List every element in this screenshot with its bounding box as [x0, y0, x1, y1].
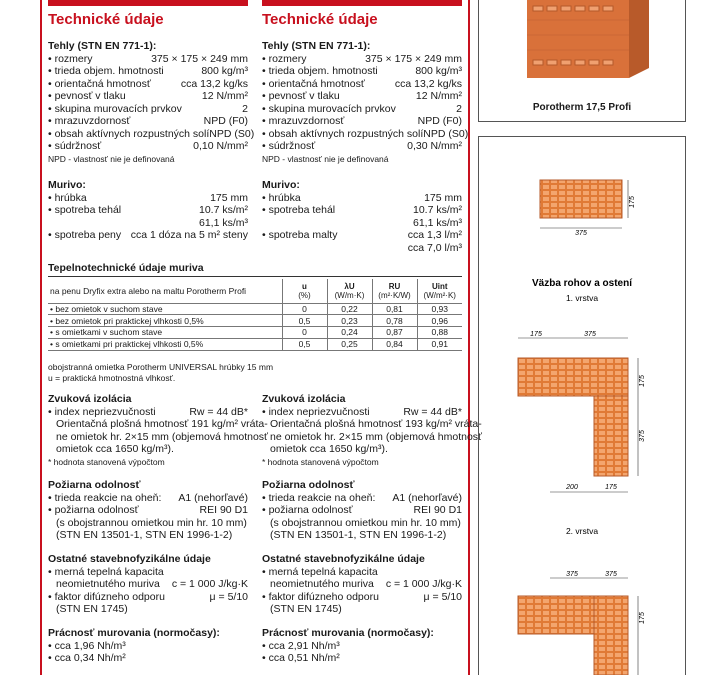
- thermal-table-title: Tepelnotechnické údaje muriva: [48, 262, 462, 277]
- spec-row: [48, 217, 248, 230]
- brick-layout-diagrams: [478, 136, 686, 675]
- ostatne-row-3: • faktor difúzneho odporu μ = 5/10: [262, 591, 462, 604]
- product-caption: Porotherm 17,5 Profi: [532, 102, 632, 113]
- zvuk-text-3: omietok cca 1650 kg/m³).: [270, 443, 388, 455]
- murivo-block: [262, 179, 462, 254]
- thermal-header-r: RU (m²·K/W): [372, 279, 417, 303]
- spec-row: [48, 90, 248, 103]
- pracnost-block: [48, 627, 248, 665]
- pozar-row-2: • požiarna odolnosť REI 90 D1: [262, 504, 462, 517]
- zvuk-block: [48, 393, 268, 468]
- spec-label: • súdržnosť: [262, 140, 315, 153]
- zvuk-note: * hodnota stanovená výpočtom: [262, 456, 379, 467]
- pozar-row-1: • trieda reakcie na oheň: A1 (nehorľavé): [262, 492, 462, 505]
- spec-label: • pevnosť v tlaku: [262, 90, 340, 103]
- thermal-cell: 0,93: [417, 303, 462, 315]
- dim-200-l1: 200: [566, 484, 578, 491]
- tehly-block: [262, 40, 469, 165]
- thermal-cell: 0,78: [372, 315, 417, 327]
- spec-value: NPD (S0): [423, 127, 469, 140]
- ostatne-row-3: • faktor difúzneho odporu μ = 5/10: [48, 591, 248, 604]
- spec-label: • orientačná hmotnosť: [48, 78, 151, 91]
- thermal-row-label: • bez omietok pri praktickej vlhkosti 0,5%: [48, 315, 282, 327]
- dim-175-l1-bottom: 175: [605, 484, 617, 491]
- spec-row: [48, 103, 248, 116]
- pozar-text-1: (s obojstrannou omietkou min hr. 10 mm): [270, 516, 461, 529]
- tehly-heading: Tehly (STN EN 771-1):: [262, 40, 371, 52]
- spec-label: • mrazuvzdornosť: [262, 115, 344, 128]
- ostatne-row-4: (STN EN 1745): [56, 603, 128, 615]
- spec-row: [262, 140, 462, 153]
- spec-value: 800 kg/m³: [201, 65, 248, 77]
- ostatne-row-1: • merná tepelná kapacita: [262, 566, 462, 579]
- spec-row: [48, 53, 248, 66]
- tehly-list: [262, 52, 469, 153]
- spec-value: 10.7 ks/m²: [198, 204, 248, 216]
- thermal-header-u: u (%): [282, 279, 327, 303]
- pracnost-heading: Prácnosť murovania (normočasy):: [48, 627, 220, 639]
- ostatne-block: [48, 553, 248, 616]
- spec-value: cca 1 dóza na 5 m² steny: [130, 229, 248, 241]
- spec-value: cca 13,2 kg/ks: [394, 77, 462, 90]
- spec-label: • spotreba peny: [48, 229, 121, 242]
- ostatne-row-2: neomietnutého muriva c = 1 000 J/kg·K: [270, 578, 462, 590]
- zvuk-text-1: Orientačná plošná hmotnosť 191 kg/m² vráta-: [56, 418, 268, 430]
- thermal-row: [48, 327, 462, 339]
- spec-row: [48, 65, 248, 78]
- thermal-table-header: [48, 279, 462, 303]
- spec-value: NPD (F0): [203, 115, 248, 127]
- zvuk-heading: Zvuková izolácia: [262, 393, 346, 405]
- spec-label: • súdržnosť: [48, 140, 101, 153]
- left-header-strip: [48, 0, 248, 6]
- spec-value: 12 N/mm²: [415, 90, 462, 102]
- thermal-note-2: u = praktická hmotnostná vlhkosť.: [48, 372, 176, 383]
- pozar-row-1: • trieda reakcie na oheň: A1 (nehorľavé): [48, 492, 248, 505]
- zvuk-text-1: Orientačná plošná hmotnosť 193 kg/m² vráta-: [270, 418, 482, 430]
- zvuk-heading: Zvuková izolácia: [48, 393, 132, 405]
- tehly-block: [48, 40, 255, 165]
- thermal-note-1: obojstranná omietka Porotherm UNIVERSAL hrúbky 15 mm: [48, 362, 274, 372]
- spec-row: [48, 127, 255, 141]
- spec-row: [48, 140, 248, 153]
- pozar-heading: Požiarna odolnosť: [48, 479, 141, 491]
- pracnost-heading: Prácnosť murovania (normočasy):: [262, 627, 434, 639]
- thermal-cell: 0,23: [327, 315, 372, 327]
- spec-label: • pevnosť v tlaku: [48, 90, 126, 103]
- thermal-header-label: na penu Dryfix extra alebo na maltu Porotherm Profi: [48, 279, 282, 303]
- dim-175-top: 175: [629, 196, 636, 208]
- spec-row: [262, 115, 462, 128]
- diagram-title: Väzba rohov a ostení: [531, 278, 633, 289]
- thermal-row: [48, 303, 462, 315]
- spec-value: 2: [242, 102, 248, 115]
- thermal-cell: 0,81: [372, 303, 417, 315]
- spec-row: [262, 65, 462, 78]
- spec-label: • spotreba malty: [262, 229, 337, 242]
- thermal-row: [48, 315, 462, 327]
- npd-note: NPD - vlastnosť nie je definovaná: [48, 153, 175, 164]
- zvuk-text-2: ne omietok hr. 2×15 mm (objemová hmotnosť: [56, 430, 268, 443]
- spec-row: [262, 53, 462, 66]
- thermal-cell: 0: [282, 303, 327, 315]
- dim-375-l2b: 375: [605, 571, 617, 578]
- zvuk-block: [262, 393, 482, 468]
- spec-label: • rozmery: [48, 53, 93, 66]
- layer-1-label: 1. vrstva: [565, 293, 599, 303]
- thermal-row-label: • s omietkami pri praktickej vlhkosti 0,5%: [48, 338, 282, 350]
- thermal-row: [48, 338, 462, 350]
- spec-label: • obsah aktívnych rozpustných solí: [262, 128, 423, 141]
- spec-value: 175 mm: [424, 191, 462, 204]
- thermal-cell: 0,87: [372, 327, 417, 339]
- ostatne-heading: Ostatné stavebnofyzikálne údaje: [48, 553, 211, 565]
- ostatne-row-4: (STN EN 1745): [270, 603, 342, 615]
- pozar-text-2: (STN EN 13501-1, STN EN 1996-1-2): [270, 529, 447, 541]
- thermal-table-body: [48, 303, 462, 350]
- pracnost-row-1: • cca 2,91 Nh/m³: [262, 640, 462, 653]
- murivo-list: [48, 192, 248, 242]
- thermal-cell: 0,22: [327, 303, 372, 315]
- dim-375-l1-side: 375: [639, 430, 646, 442]
- spec-row: [262, 217, 462, 230]
- spec-row: [262, 242, 462, 255]
- spec-label: • hrúbka: [262, 192, 301, 205]
- pozar-row-2: • požiarna odolnosť REI 90 D1: [48, 504, 248, 517]
- thermal-cell: 0,5: [282, 315, 327, 327]
- spec-row: [48, 192, 248, 205]
- spec-label: • mrazuvzdornosť: [48, 115, 130, 128]
- zvuk-text-3: omietok cca 1650 kg/m³).: [56, 443, 174, 455]
- spec-label: • orientačná hmotnosť: [262, 78, 365, 91]
- pozar-text-2: (STN EN 13501-1, STN EN 1996-1-2): [56, 529, 233, 541]
- thermal-cell: 0,84: [372, 338, 417, 350]
- pracnost-row-2: • cca 0,51 Nh/m²: [262, 652, 462, 665]
- spec-label: • trieda objem. hmotnosti: [48, 65, 164, 78]
- thermal-cell: 0,91: [417, 338, 462, 350]
- spec-value: NPD (S0): [209, 127, 255, 140]
- thermal-row-label: • s omietkami v suchom stave: [48, 327, 282, 339]
- zvuk-index-row: • index nepriezvučnosti Rw = 44 dB*: [48, 406, 248, 419]
- dim-375-l2a: 375: [566, 571, 578, 578]
- zvuk-note: * hodnota stanovená výpočtom: [48, 456, 165, 467]
- spec-row: [48, 78, 248, 91]
- section-title: Technické údaje: [262, 11, 378, 28]
- murivo-heading: Murivo:: [262, 179, 300, 191]
- pozar-block: [48, 479, 248, 542]
- right-header-strip: [262, 0, 462, 6]
- pracnost-row-2: • cca 0,34 Nh/m²: [48, 652, 248, 665]
- dim-375-l1: 375: [584, 331, 596, 338]
- spec-label: • spotreba tehál: [48, 204, 121, 217]
- spec-value: NPD (F0): [417, 115, 462, 127]
- spec-label: • rozmery: [262, 53, 307, 66]
- spec-row: [262, 192, 462, 205]
- spec-value: 800 kg/m³: [415, 65, 462, 77]
- ostatne-row-1: • merná tepelná kapacita: [48, 566, 248, 579]
- spec-value: 12 N/mm²: [201, 90, 248, 102]
- pozar-heading: Požiarna odolnosť: [262, 479, 355, 491]
- thermal-header-lambda: λU (W/m·K): [327, 279, 372, 303]
- zvuk-text-2: ne omietok hr. 2×15 mm (objemová hmotnosť: [270, 430, 482, 443]
- spec-value: 61,1 ks/m³: [412, 216, 462, 229]
- spec-label: • trieda objem. hmotnosti: [262, 65, 378, 78]
- spec-label: • hrúbka: [48, 192, 87, 205]
- spec-row: [262, 78, 462, 91]
- thermal-table: [48, 279, 462, 351]
- thermal-notes: [48, 362, 273, 383]
- pracnost-block: [262, 627, 462, 665]
- spec-value: 175 mm: [210, 191, 248, 204]
- spec-row: [48, 229, 248, 242]
- spec-row: [262, 103, 462, 116]
- pracnost-row-1: • cca 1,96 Nh/m³: [48, 640, 248, 653]
- dim-175-l1-side: 175: [639, 375, 646, 387]
- pozar-text-1: (s obojstrannou omietkou min hr. 10 mm): [56, 516, 247, 529]
- spec-value: 375 × 175 × 249 mm: [365, 52, 462, 65]
- spec-row: [48, 204, 248, 217]
- spec-value: 0,10 N/mm²: [193, 140, 248, 152]
- thermal-header-uint: Uint (W/m²·K): [417, 279, 462, 303]
- spec-row: [48, 115, 248, 128]
- dim-375-top: 375: [575, 230, 587, 237]
- spec-value: 10.7 ks/m²: [412, 204, 462, 216]
- layer-2-label: 2. vrstva: [565, 526, 599, 536]
- dim-175-l2: 175: [639, 612, 646, 624]
- spec-row: [262, 127, 469, 141]
- spec-value: cca 7,0 l/m³: [407, 241, 462, 254]
- spec-value: 61,1 ks/m³: [198, 216, 248, 229]
- thermal-cell: 0,88: [417, 327, 462, 339]
- murivo-list: [262, 192, 462, 255]
- thermal-row-label: • bez omietok v suchom stave: [48, 303, 282, 315]
- ostatne-row-2: neomietnutého muriva c = 1 000 J/kg·K: [56, 578, 248, 590]
- ostatne-heading: Ostatné stavebnofyzikálne údaje: [262, 553, 425, 565]
- ostatne-block: [262, 553, 462, 616]
- spec-label: • skupina murovacích prvkov: [48, 103, 182, 116]
- pozar-block: [262, 479, 462, 542]
- npd-note: NPD - vlastnosť nie je definovaná: [262, 153, 389, 164]
- thermal-cell: 0: [282, 327, 327, 339]
- murivo-block: [48, 179, 248, 242]
- brick-illustration: [479, 0, 687, 100]
- thermal-cell: 0,5: [282, 338, 327, 350]
- spec-value: 2: [456, 102, 462, 115]
- murivo-heading: Murivo:: [48, 179, 86, 191]
- thermal-cell: 0,24: [327, 327, 372, 339]
- tehly-heading: Tehly (STN EN 771-1):: [48, 40, 157, 52]
- spec-label: • obsah aktívnych rozpustných solí: [48, 128, 209, 141]
- spec-label: • spotreba tehál: [262, 204, 335, 217]
- spec-value: cca 13,2 kg/ks: [180, 77, 248, 90]
- thermal-cell: 0,25: [327, 338, 372, 350]
- tehly-list: [48, 52, 255, 153]
- section-title: Technické údaje: [48, 11, 164, 28]
- dim-175-l1: 175: [530, 331, 542, 338]
- spec-value: 0,30 N/mm²: [407, 140, 462, 152]
- zvuk-index-row: • index nepriezvučnosti Rw = 44 dB*: [262, 406, 462, 419]
- spec-value: 375 × 175 × 249 mm: [151, 52, 248, 65]
- spec-row: [262, 90, 462, 103]
- spec-value: cca 1,3 l/m²: [407, 229, 462, 241]
- thermal-cell: 0,96: [417, 315, 462, 327]
- spec-row: [262, 204, 462, 217]
- spec-row: [262, 229, 462, 242]
- spec-label: • skupina murovacích prvkov: [262, 103, 396, 116]
